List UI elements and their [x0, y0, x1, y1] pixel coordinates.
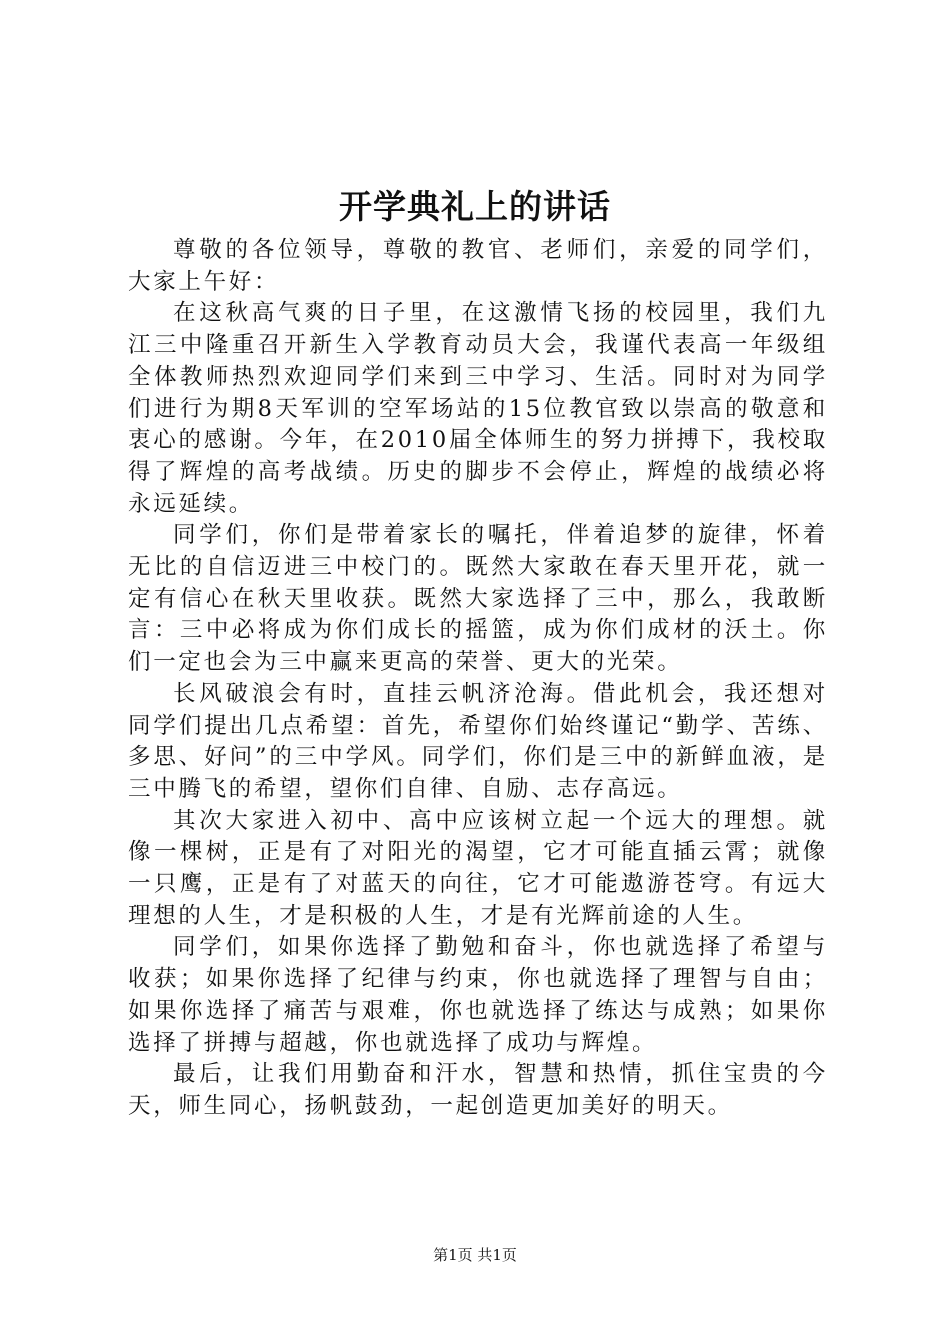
paragraph-hopes: 长风破浪会有时，直挂云帆济沧海。借此机会，我还想对同学们提出几点希望：首先，希望你们始终谨记“勤学、苦练、多思、好问”的三中学风。同学们，你们是三中的新鲜血液，是三中腾飞的希望，望你们自律、自励、志存高远。	[128, 680, 828, 802]
paragraph-choices: 同学们，如果你选择了勤勉和奋斗，你也就选择了希望与收获；如果你选择了纪律与约束，你也就选择了理智与自由；如果你选择了痛苦与艰难，你也就选择了练达与成熟；如果你选择了拼搏与超越，你也就选择了成功与辉煌。	[128, 934, 828, 1056]
document-title: 开学典礼上的讲话	[339, 187, 611, 226]
paragraph-ideals: 其次大家进入初中、高中应该树立起一个远大的理想。就像一棵树，正是有了对阳光的渴望，它才可能直插云霄；就像一只鹰，正是有了对蓝天的向往，它才可能遨游苍穹。有远大理想的人生，才是积极的人生，才是有光辉前途的人生。	[128, 807, 828, 929]
paragraph-welcome: 在这秋高气爽的日子里，在这激情飞扬的校园里，我们九江三中隆重召开新生入学教育动员大会，我谨代表高一年级组全体教师热烈欢迎同学们来到三中学习、生活。同时对为同学们进行为期8天军训的空军场站的15位教官致以崇高的敬意和衷心的感谢。今年，在2010届全体师生的努力拼搏下，我校取得了辉煌的高考战绩。历史的脚步不会停止，辉煌的战绩必将永远延续。	[128, 300, 828, 517]
paragraph-encouragement: 同学们，你们是带着家长的嘱托，伴着追梦的旋律，怀着无比的自信迈进三中校门的。既然大家敢在春天里开花，就一定有信心在秋天里收获。既然大家选择了三中，那么，我敢断言：三中必将成为你们成长的摇篮，成为你们成材的沃土。你们一定也会为三中赢来更高的荣誉、更大的光荣。	[128, 522, 828, 676]
page-number-footer: 第1页 共1页	[433, 1246, 517, 1264]
paragraph-closing: 最后，让我们用勤奋和汗水，智慧和热情，抓住宝贵的今天，师生同心，扬帆鼓劲，一起创造更加美好的明天。	[128, 1061, 828, 1119]
paragraph-greeting: 尊敬的各位领导，尊敬的教官、老师们，亲爱的同学们，大家上午好：	[128, 237, 828, 295]
document-body	[128, 235, 828, 1123]
